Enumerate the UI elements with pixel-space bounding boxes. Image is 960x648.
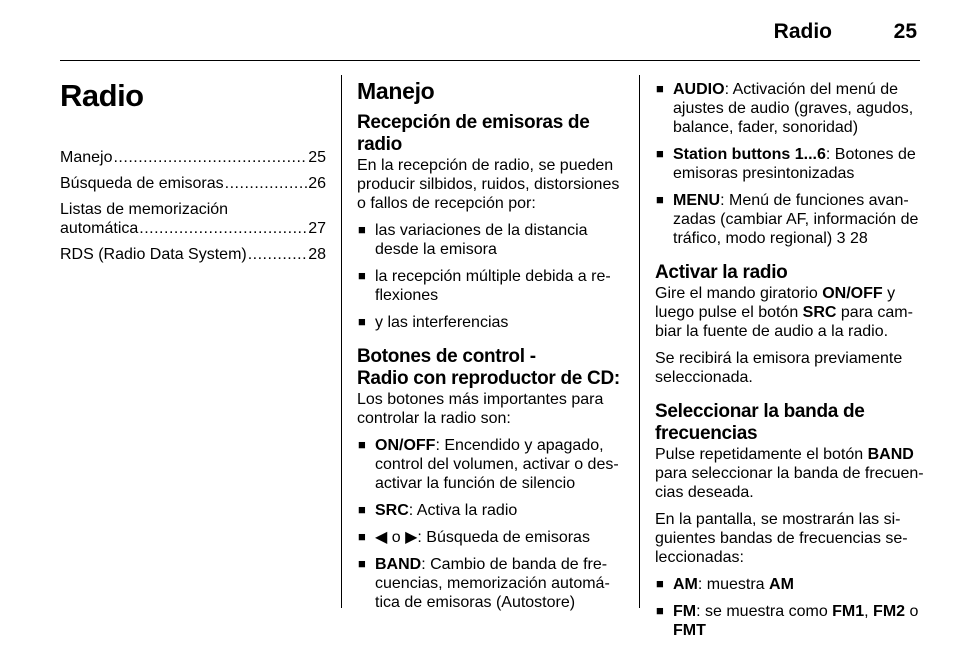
list-item (357, 555, 625, 612)
toc-leader-dots (248, 245, 307, 264)
list-item: ■ y las interferencias (357, 313, 625, 332)
control-key: ON/OFF (375, 437, 436, 454)
toc-item-busqueda[interactable] (60, 174, 326, 193)
control-key: BAND (375, 556, 422, 573)
column-divider-2 (639, 75, 640, 608)
list-item (655, 80, 925, 137)
page-reference-link[interactable]: 3 28 (836, 230, 868, 247)
toc-item-rds[interactable] (60, 245, 326, 264)
chapter-title: Radio (60, 78, 144, 113)
heading-recepcion: Recepción de emisoras de radio (357, 112, 590, 155)
band-value: FMT (673, 622, 706, 639)
paragraph-botones: Los botones más importantes para controlar la radio son: (357, 391, 604, 427)
toc-label: automática (60, 220, 139, 237)
toc-label: RDS (Radio Data System) (60, 246, 247, 263)
page-number: 25 (893, 20, 917, 43)
band-value: FM1 (832, 603, 865, 620)
control-key: BAND (867, 446, 914, 463)
toc-label-line1: Listas de memorización (60, 201, 229, 218)
control-key: ON/OFF (822, 285, 883, 302)
column-1 (60, 72, 326, 271)
column-3 (655, 72, 925, 648)
column-2 (357, 72, 625, 620)
list-item (655, 145, 925, 183)
header-rule (60, 60, 920, 61)
control-desc: : Menú de funciones avan-zadas (cambiar AF, información de tráfico, modo regional) (673, 192, 919, 247)
list-item (357, 528, 625, 547)
paragraph-recepcion: En la recepción de radio, se pueden producir silbidos, ruidos, distorsiones o fallos de recepción por: (357, 157, 620, 212)
text-run: : muestra (697, 576, 770, 593)
control-key: ◀ o ▶ (375, 529, 418, 546)
list-botones-cont (655, 80, 925, 248)
section-title-manejo: Manejo (357, 78, 435, 104)
band-value: AM (769, 576, 794, 593)
list-recepcion (357, 221, 625, 332)
paragraph-banda-2: En la pantalla, se mostrarán las si-guientes bandas de frecuencias se-leccionadas: (655, 511, 908, 566)
toc-page: 28 (308, 246, 326, 263)
control-key: SRC (375, 502, 409, 519)
heading-line: Seleccionar la banda de (655, 401, 865, 422)
control-desc: : Búsqueda de emisoras (417, 529, 590, 546)
page-header (60, 0, 920, 58)
list-bandas (655, 575, 925, 640)
text-run: Pulse repetidamente el botón (655, 446, 868, 463)
text-run: o (905, 603, 919, 620)
control-key: AUDIO (673, 81, 725, 98)
list-botones (357, 436, 625, 612)
text-run: para cam-biar la fuente de audio a la radio. (655, 304, 913, 340)
toc-page: 26 (308, 175, 326, 192)
control-key: SRC (802, 304, 837, 321)
band-value: FM2 (873, 603, 906, 620)
text-run: : se muestra como (696, 603, 833, 620)
heading-line: frecuencias (655, 423, 758, 444)
paragraph-activar-2: Se recibirá la emisora previamente seleccionada. (655, 350, 903, 386)
heading-activar: Activar la radio (655, 262, 788, 283)
paragraph-banda (655, 445, 925, 502)
toc-page: 25 (308, 149, 326, 166)
list-item (655, 602, 925, 640)
list-item (655, 191, 925, 248)
toc-item-listas[interactable] (60, 200, 326, 238)
toc-leader-dots (139, 219, 307, 238)
text-run: , (864, 603, 874, 620)
toc-label: Búsqueda de emisoras (60, 175, 224, 192)
text-run: Gire el mando giratorio (655, 285, 823, 302)
list-item: ■ la recepción múltiple debida a re-flexiones (357, 267, 625, 305)
control-desc: : Encendido y apagado, control del volumen, activar o des-activar la función de silencio (375, 437, 619, 492)
list-item (655, 575, 925, 594)
toc-label: Manejo (60, 149, 113, 166)
list-item: ■ las variaciones de la distancia desde la emisora (357, 221, 625, 259)
toc-item-manejo[interactable] (60, 148, 326, 167)
control-key: Station buttons 1...6 (673, 146, 826, 163)
control-desc: : Botones de emisoras presintonizadas (673, 146, 916, 182)
paragraph-activar (655, 284, 925, 341)
text-run: para seleccionar la banda de frecuen-cias deseada. (655, 465, 924, 501)
toc-leader-dots (113, 148, 307, 167)
control-desc: : Activa la radio (408, 502, 518, 519)
band-key: FM (673, 603, 697, 620)
control-key: MENU (673, 192, 721, 209)
header-section-title: Radio (773, 20, 832, 43)
toc-page: 27 (308, 220, 326, 237)
heading-line: Radio con reproductor de CD: (357, 368, 620, 389)
control-desc: : Cambio de banda de fre-cuencias, memorización automá-tica de emisoras (Autostore) (375, 556, 610, 611)
heading-banda (655, 401, 925, 445)
text-run: y luego pulse el botón (655, 285, 896, 321)
list-item (357, 436, 625, 493)
heading-botones (357, 346, 625, 390)
table-of-contents (60, 148, 326, 264)
column-divider-1 (341, 75, 342, 608)
band-key: AM (673, 576, 698, 593)
heading-line: Botones de control - (357, 346, 536, 367)
toc-leader-dots (225, 174, 308, 193)
list-item (357, 501, 625, 520)
control-desc: : Activación del menú de ajustes de audio (graves, agudos, balance, fader, sonoridad) (673, 81, 914, 136)
